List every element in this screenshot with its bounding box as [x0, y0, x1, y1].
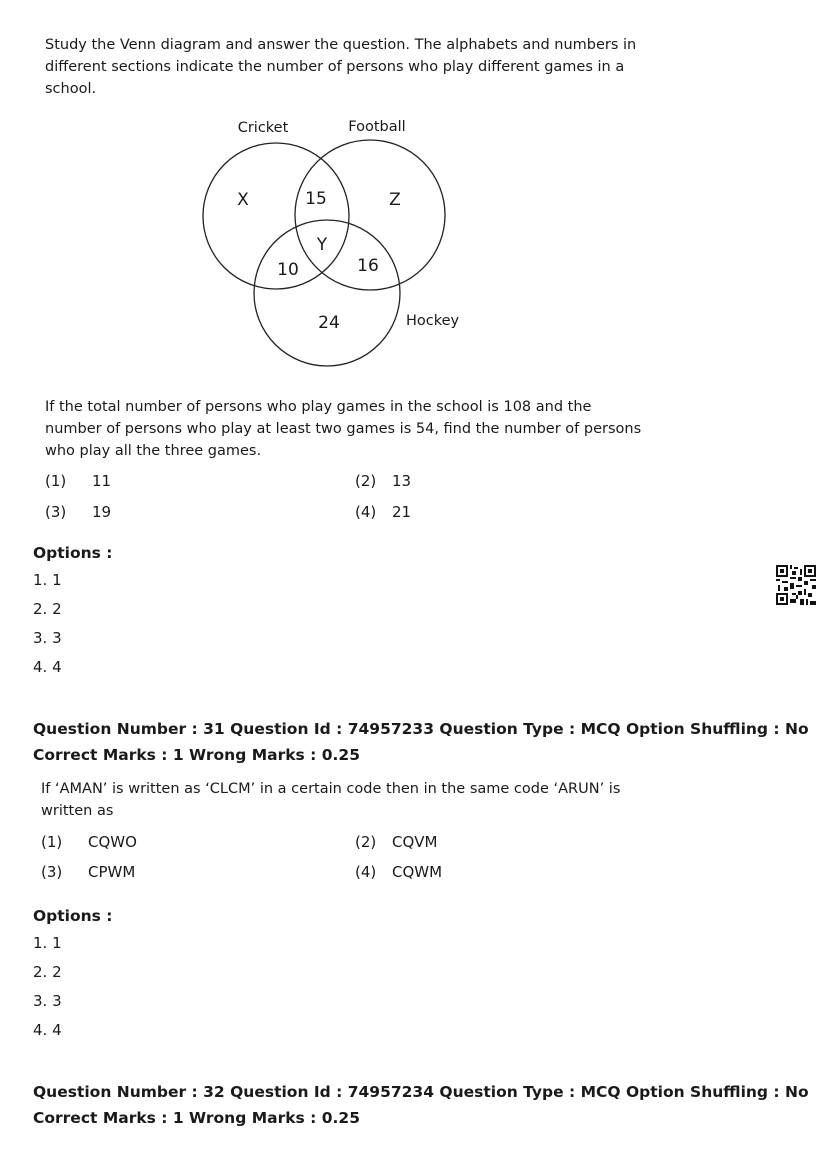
choice-number: (4)	[355, 503, 377, 521]
qr-code-image	[776, 565, 816, 605]
choice-number: (2)	[355, 472, 377, 490]
q31-choice	[355, 863, 443, 881]
q30-intro-line: Study the Venn diagram and answer the question. The alphabets and numbers in	[45, 37, 637, 53]
choice-number: (1)	[45, 472, 67, 490]
q30-choice	[45, 503, 112, 521]
q30-question-line: If the total number of persons who play games in the school is 108 and the	[45, 399, 592, 415]
q30-intro-line: different sections indicate the number of persons who play different games in a	[45, 59, 625, 75]
q31-header	[33, 716, 809, 768]
q30-choice	[355, 472, 412, 490]
q31-question	[41, 778, 641, 822]
q30-options-list	[33, 566, 62, 682]
region-football-hockey: 16	[357, 256, 379, 276]
question-marks-line: Correct Marks : 1 Wrong Marks : 0.25	[33, 1109, 360, 1127]
q31-question-line: If ‘AMAN’ is written as ‘CLCM’ in a certain code then in the same code ‘ARUN’ is	[41, 781, 621, 797]
choice-text: CQVM	[392, 833, 438, 851]
choice-number: (1)	[41, 833, 63, 851]
q30-question-line: number of persons who play at least two games is 54, find the number of persons	[45, 421, 642, 437]
question-meta-line: Question Number : 32 Question Id : 74957234 Question Type : MCQ Option Shuffling : No	[33, 1083, 809, 1101]
football-label: Football	[348, 119, 406, 135]
choice-text: 13	[392, 472, 412, 490]
q30-question	[45, 396, 665, 462]
q32-header	[33, 1079, 809, 1131]
hockey-label: Hockey	[406, 313, 460, 329]
q31-options-label: Options :	[33, 907, 113, 925]
venn-diagram	[190, 110, 480, 380]
option-item[interactable]: 2. 2	[33, 963, 62, 981]
choice-number: (2)	[355, 833, 377, 851]
option-item[interactable]: 1. 1	[33, 571, 62, 589]
q30-intro-line: school.	[45, 81, 97, 97]
choice-text: 11	[92, 472, 112, 490]
choice-text: 21	[392, 503, 412, 521]
region-cricket-only: X	[237, 190, 249, 210]
choice-number: (3)	[45, 503, 67, 521]
choice-text: 19	[92, 503, 112, 521]
q31-options-list	[33, 929, 62, 1045]
choice-text: CQWM	[392, 863, 443, 881]
q31-choice	[41, 833, 137, 851]
choice-text: CPWM	[88, 863, 136, 881]
choice-number: (4)	[355, 863, 377, 881]
q31-choice	[41, 863, 136, 881]
option-item[interactable]: 4. 4	[33, 1021, 62, 1039]
q30-intro	[45, 34, 645, 100]
region-cricket-hockey: 10	[277, 260, 299, 280]
question-marks-line: Correct Marks : 1 Wrong Marks : 0.25	[33, 746, 360, 764]
q31-question-line: written as	[41, 803, 114, 819]
q31-choice	[355, 833, 438, 851]
option-item[interactable]: 4. 4	[33, 658, 62, 676]
cricket-label: Cricket	[237, 120, 289, 136]
question-meta-line: Question Number : 31 Question Id : 74957233 Question Type : MCQ Option Shuffling : No	[33, 720, 809, 738]
option-item[interactable]: 3. 3	[33, 992, 62, 1010]
q30-question-line: who play all the three games.	[45, 443, 262, 459]
region-hockey-only: 24	[318, 313, 340, 333]
option-item[interactable]: 3. 3	[33, 629, 62, 647]
q30-choice	[355, 503, 412, 521]
q30-options-label: Options :	[33, 544, 113, 562]
region-all-three: Y	[316, 235, 328, 255]
cricket-circle	[203, 143, 349, 289]
q30-choice	[45, 472, 112, 490]
region-football-only: Z	[389, 190, 401, 210]
option-item[interactable]: 1. 1	[33, 934, 62, 952]
region-cricket-football: 15	[305, 189, 327, 209]
choice-text: CQWO	[88, 833, 137, 851]
choice-number: (3)	[41, 863, 63, 881]
option-item[interactable]: 2. 2	[33, 600, 62, 618]
